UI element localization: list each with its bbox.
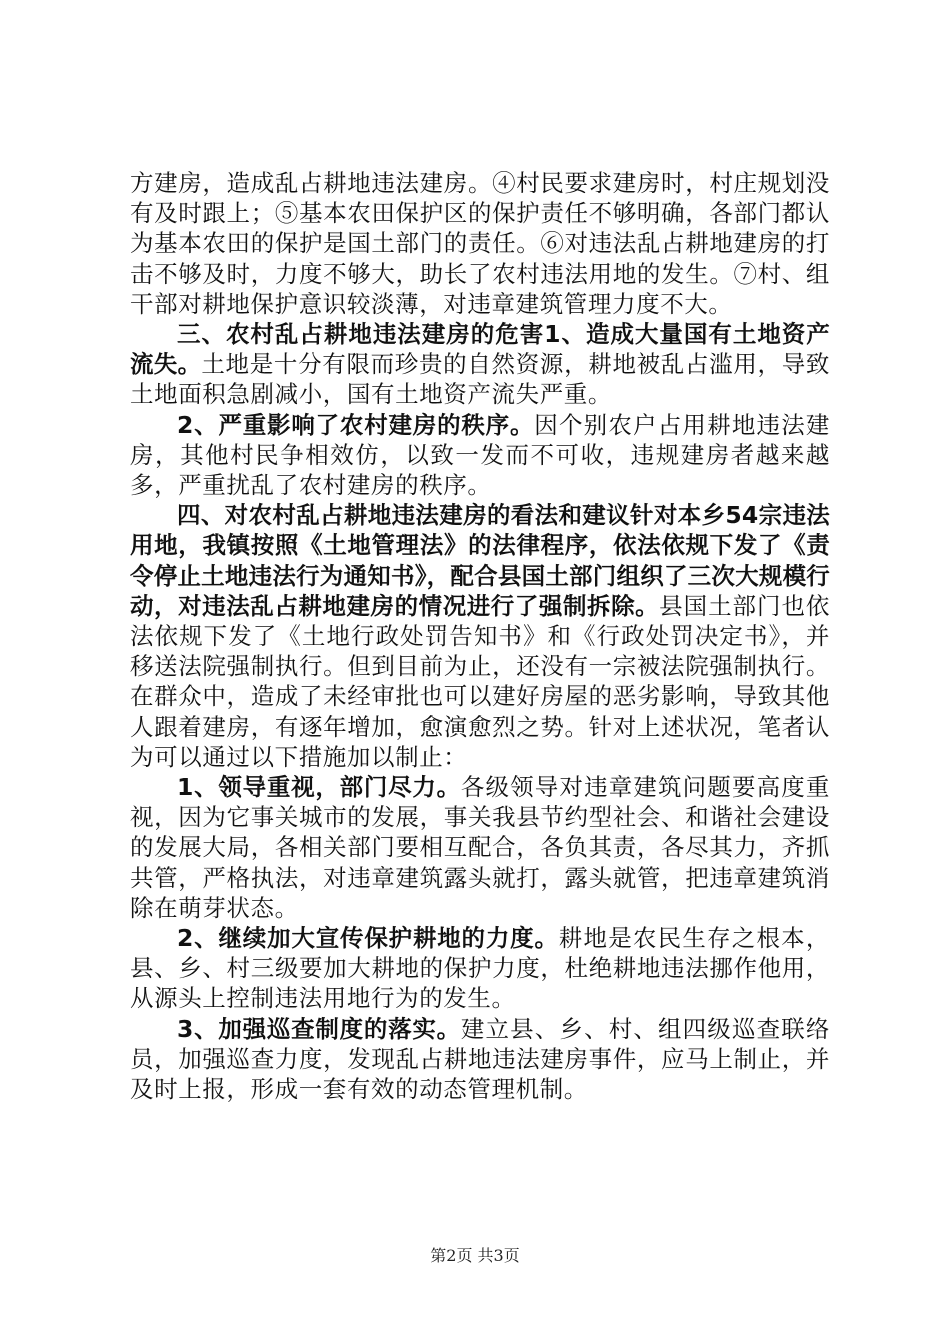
paragraph-harm-order [130,410,830,501]
paragraph-text: 方建房，造成乱占耕地违法建房。④村民要求建房时，村庄规划没有及时跟上；⑤基本农田保护区的保护责任不够明确，各部门都认为基本农田的保护是国土部门的责任。⑥对违法乱占耕地建房的打击不够及时，力度不够大，助长了农村违法用地的发生。⑦村、组干部对耕地保护意识较淡薄，对违章建筑管理力度不大。 [130,169,830,318]
paragraph-harm-land-loss [130,319,830,410]
paragraph-text: 因个别农户占用耕地违法建房，其他村民争相效仿，以致一发而不可收，违规建房者越来越多，严重扰乱了农村建房的秩序。 [130,410,830,500]
subheading-inspection: 3、加强巡查制度的落实。 [177,1014,461,1043]
subheading-leadership: 1、领导重视，部门尽力。 [177,773,461,802]
paragraph-text: 县国土部门也依法依规下发了《土地行政处罚告知书》和《行政处罚决定书》，并移送法院强制执行。但到目前为止，还没有一宗被法院强制执行。在群众中，造成了未经审批也可以建好房屋的恶劣影响，导致其他人跟着建房，有逐年增加，愈演愈烈之势。针对上述状况，笔者认为可以通过以下措施加以制止： [130,591,830,771]
document-body [130,168,830,1104]
paragraph-text: 建立县、乡、村、组四级巡查联络员，加强巡查力度，发现乱占耕地违法建房事件，应马上制止，并及时上报，形成一套有效的动态管理机制。 [130,1014,830,1104]
paragraph-text: 耕地是农民生存之根本，县、乡、村三级要加大耕地的保护力度，杜绝耕地违法挪作他用，从源头上控制违法用地行为的发生。 [130,924,830,1013]
paragraph-measure-leadership [130,772,830,923]
paragraph-text: 各级领导对违章建筑问题要高度重视，因为它事关城市的发展，事关我县节约型社会、和谐社会建设的发展大局，各相关部门要相互配合，各负其责，各尽其力，齐抓共管，严格执法，对违章建筑露头就打，露头就管，把违章建筑消除在萌芽状态。 [130,773,830,922]
paragraph-measure-inspection [130,1014,830,1105]
section-heading-suggestions: 四、对农村乱占耕地违法建房的看法和建议针对本乡54宗违法用地，我镇按照《土地管理法》的法律程序，依法依规下发了《责令停止土地违法行为通知书》，配合县国土部门组织了三次大规模行动，对违法乱占耕地建房的情况进行了强制拆除。 [130,501,830,620]
subheading-publicity: 2、继续加大宣传保护耕地的力度。 [177,924,559,953]
paragraph-measure-publicity [130,923,830,1014]
section-heading-harm: 三、农村乱占耕地违法建房的危害1、造成大量国有土地资产流失。 [130,320,830,379]
subheading-order: 2、严重影响了农村建房的秩序。 [177,410,535,439]
paragraph-causes-continued [130,168,830,319]
paragraph-suggestions [130,500,830,772]
page-number-footer: 第2页 共3页 [430,1246,520,1265]
paragraph-text: 土地是十分有限而珍贵的自然资源，耕地被乱占滥用，导致土地面积急剧减小，国有土地资产流失严重。 [130,350,830,409]
